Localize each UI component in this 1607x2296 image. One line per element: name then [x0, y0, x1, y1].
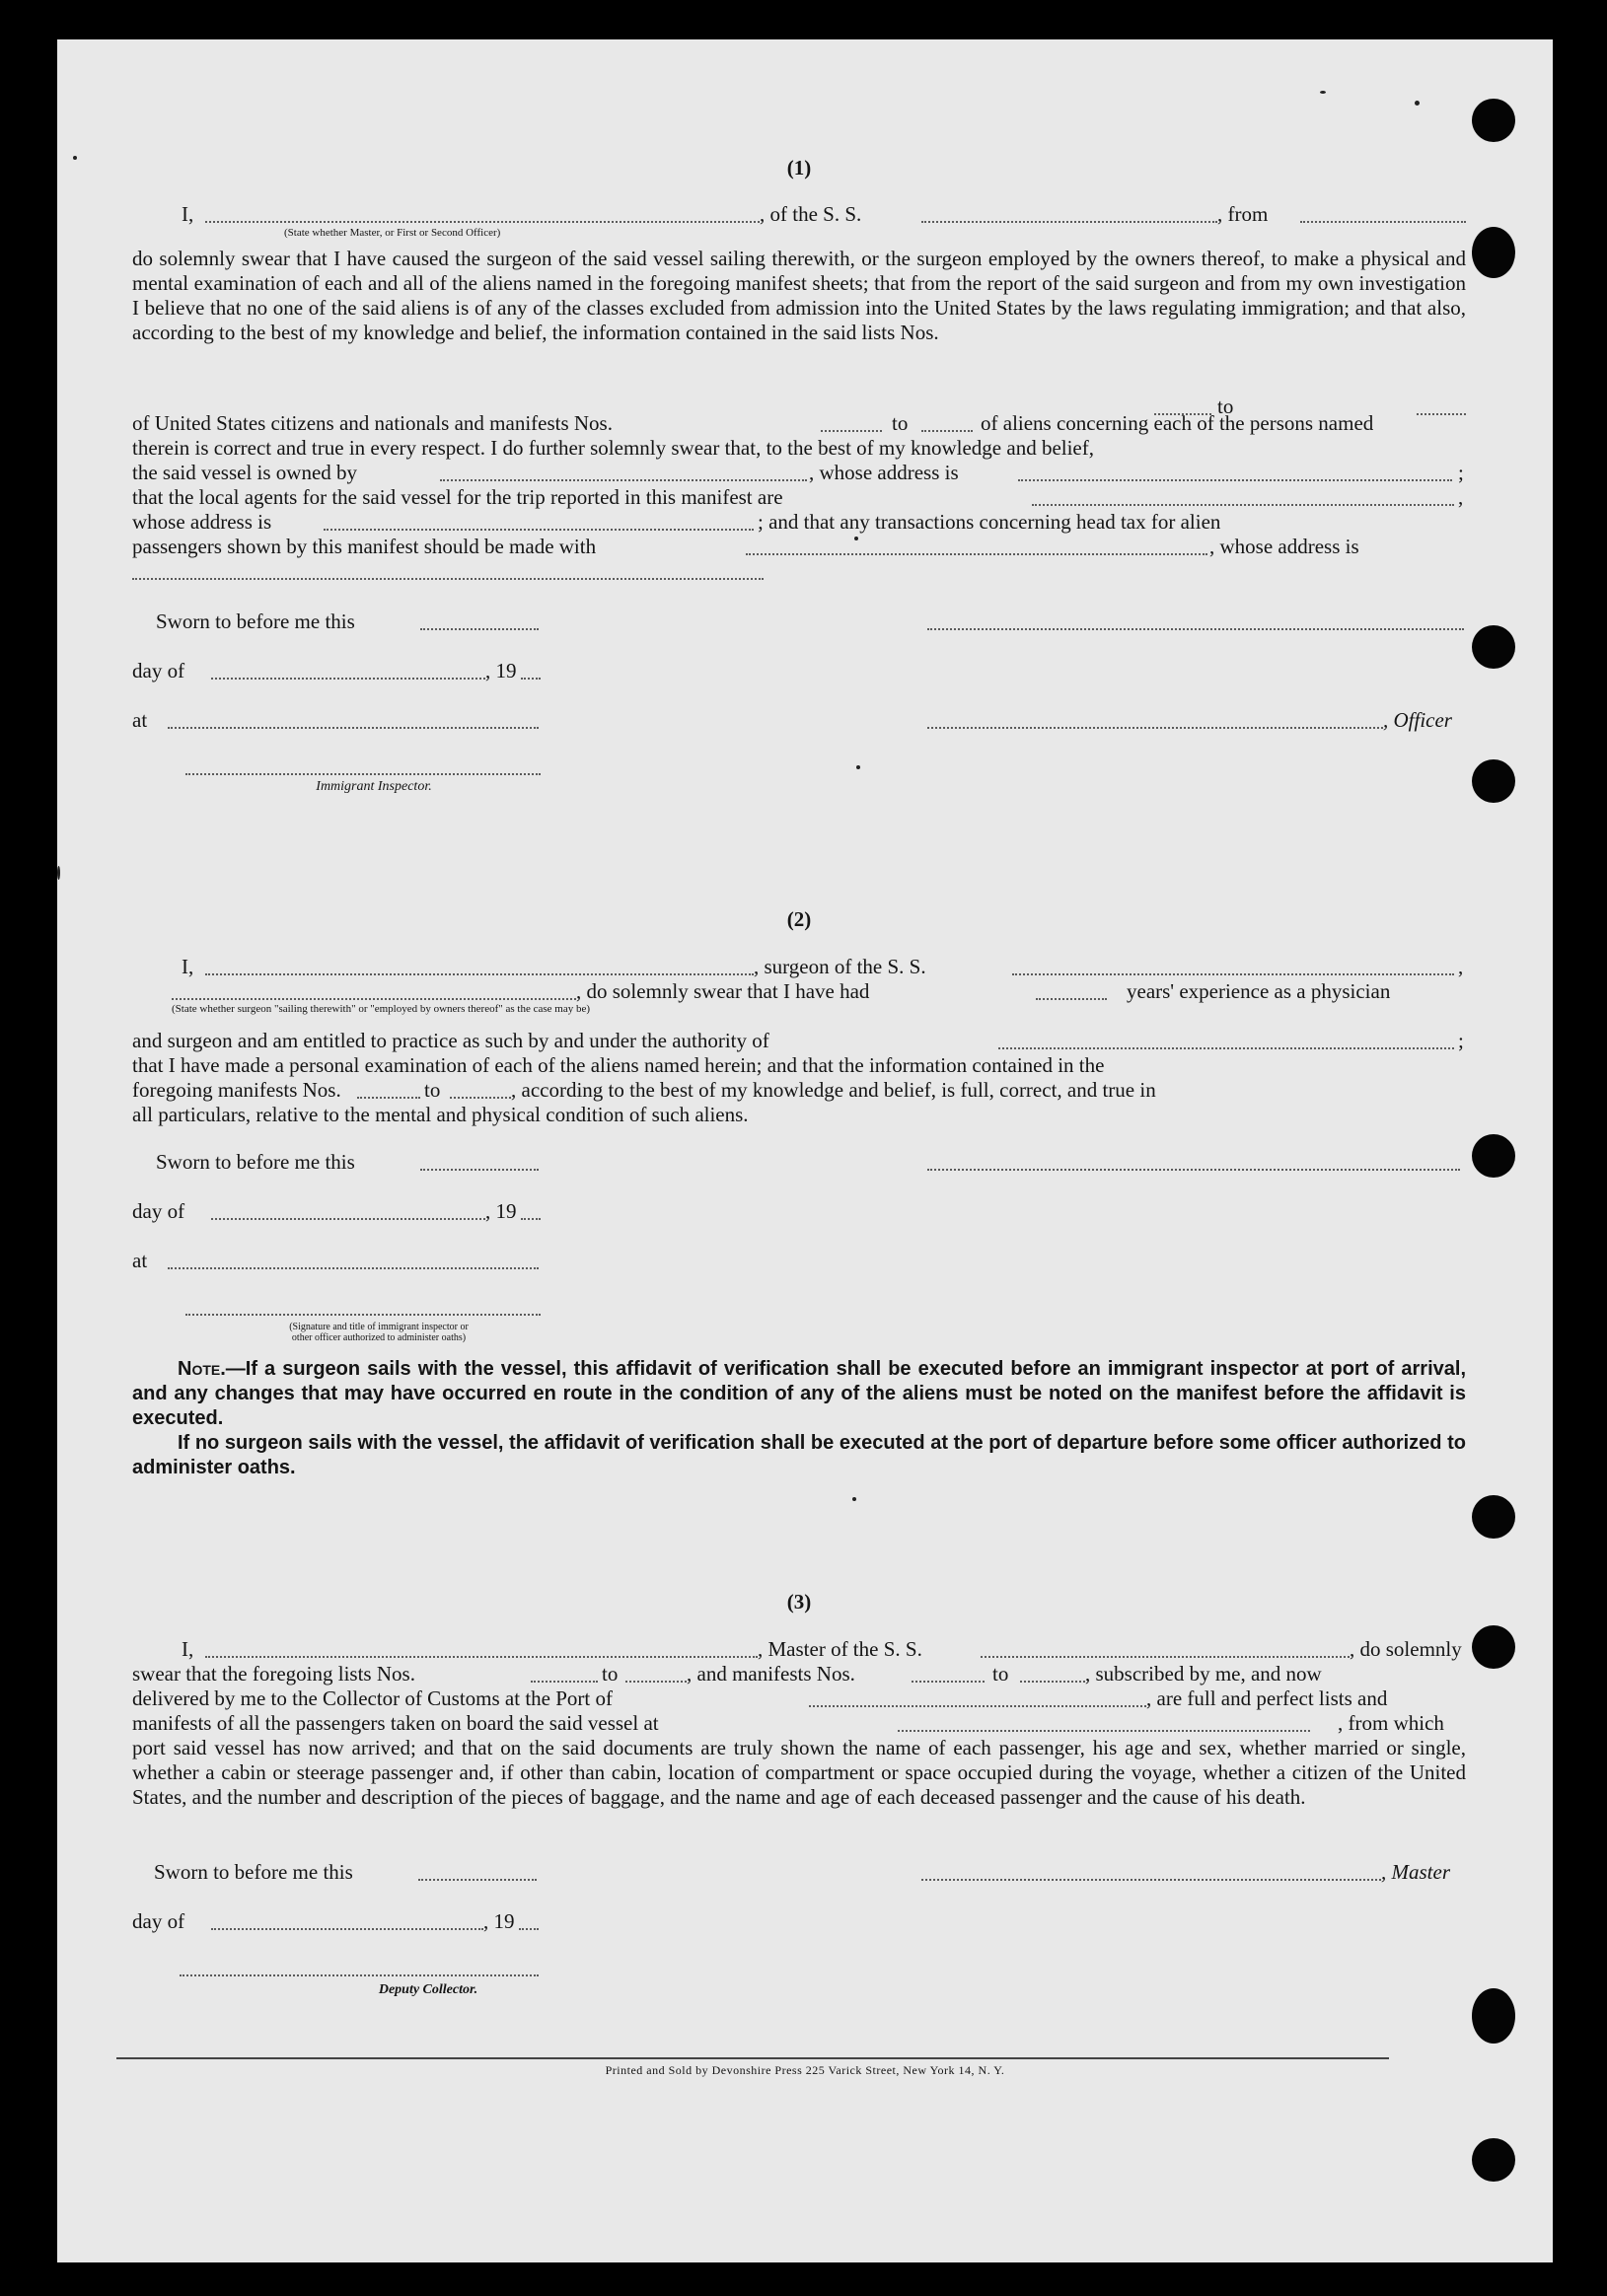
- section3-body: [132, 1736, 1466, 1810]
- years-experience-field[interactable]: [1036, 998, 1107, 1000]
- manifests-to-field[interactable]: [921, 430, 973, 432]
- form-page: [57, 39, 1553, 2262]
- label-us-citizens: of United States citizens and nationals and manifests Nos.: [132, 411, 613, 435]
- punch-hole: [1472, 1625, 1515, 1669]
- officer-title-field[interactable]: [927, 727, 1383, 729]
- label-and-manifests: , and manifests Nos.: [687, 1662, 855, 1686]
- punch-hole: [1472, 227, 1515, 278]
- sworn-date-field[interactable]: [420, 1169, 539, 1171]
- label-delivered: delivered by me to the Collector of Customs at the Port of: [132, 1686, 613, 1710]
- label-subscribed: , subscribed by me, and now: [1085, 1662, 1322, 1686]
- section1-body: [132, 247, 1466, 345]
- label-day-of: day of: [132, 1199, 185, 1223]
- master-signature-field[interactable]: [921, 1879, 1381, 1881]
- punch-hole: [1472, 759, 1515, 803]
- label-do-solemnly: , do solemnly: [1350, 1637, 1462, 1661]
- label-passengers: passengers shown by this manifest should be made with: [132, 535, 597, 558]
- label-whose-address: , whose address is: [1209, 535, 1359, 558]
- location-field[interactable]: [168, 727, 539, 729]
- label-years: years' experience as a physician: [1127, 979, 1391, 1003]
- label-sworn: Sworn to before me this: [156, 1150, 355, 1174]
- label-manifests-all: manifests of all the passengers taken on board the said vessel at: [132, 1711, 659, 1735]
- surgeon-name-field[interactable]: [205, 973, 754, 975]
- label-entitled: and surgeon and am entitled to practice as such by and under the authority of: [132, 1029, 769, 1052]
- authority-field[interactable]: [998, 1047, 1454, 1049]
- punch-hole: [1472, 2138, 1515, 2182]
- label-head-tax: ; and that any transactions concerning head tax for alien: [758, 510, 1221, 534]
- scan-speck: [1415, 101, 1420, 106]
- lists-to-field[interactable]: [625, 1681, 687, 1683]
- label-from: , from: [1217, 202, 1269, 226]
- label-immigrant-inspector: Immigrant Inspector.: [316, 779, 432, 794]
- scan-speck: [852, 1497, 856, 1501]
- location-field[interactable]: [168, 1267, 539, 1269]
- note-block: [132, 1357, 1466, 1480]
- lists-from-field[interactable]: [531, 1681, 598, 1683]
- sworn-date-field[interactable]: [418, 1879, 537, 1881]
- head-tax-agent-field[interactable]: [746, 553, 1207, 555]
- scan-speck: [73, 156, 77, 160]
- label-i: I,: [182, 1637, 194, 1661]
- label-to: to: [1217, 395, 1234, 418]
- surgeon-caption: (State whether surgeon "sailing therewith" or "employed by owners thereof" as the case may be): [172, 1003, 591, 1015]
- label-sworn: Sworn to before me this: [156, 610, 355, 633]
- manifests-from-field[interactable]: [912, 1681, 985, 1683]
- label-day-of: day of: [132, 659, 185, 682]
- section1-therein: [132, 436, 1466, 461]
- label-i: I,: [182, 202, 194, 226]
- semicolon: ;: [1458, 1029, 1464, 1052]
- surgeon-signature-field[interactable]: [927, 1169, 1460, 1171]
- owner-field[interactable]: [440, 479, 807, 481]
- punch-hole: [1472, 625, 1515, 669]
- year-field[interactable]: [521, 1218, 541, 1220]
- administering-officer-signature-field[interactable]: [185, 1314, 541, 1316]
- label-from-which: , from which: [1338, 1711, 1444, 1735]
- label-full-perfect: , are full and perfect lists and: [1146, 1686, 1388, 1710]
- section-number: (2): [786, 907, 812, 931]
- section-number: (1): [786, 156, 812, 179]
- label-of-ss: , of the S. S.: [760, 202, 862, 226]
- label-19: , 19: [483, 1909, 515, 1933]
- particulars-text: all particulars, relative to the mental and physical condition of such aliens.: [132, 1103, 749, 1126]
- agents-address-field[interactable]: [324, 529, 754, 531]
- label-at: at: [132, 1249, 148, 1272]
- semicolon: ;: [1458, 461, 1464, 484]
- label-foregoing: foregoing manifests Nos.: [132, 1078, 341, 1102]
- label-19: , 19: [485, 659, 517, 682]
- label-local-agents: that the local agents for the said vessel for the trip reported in this manifest are: [132, 485, 783, 509]
- signature-caption-line1: (Signature and title of immigrant inspector or: [289, 1322, 469, 1332]
- section2-body: [132, 1053, 1466, 1078]
- officer-name-field[interactable]: [205, 221, 760, 223]
- vessel-name-field[interactable]: [1012, 973, 1454, 975]
- punch-hole: [1472, 1988, 1515, 2044]
- label-officer: , Officer: [1383, 708, 1452, 732]
- embarkation-port-field[interactable]: [898, 1730, 1310, 1732]
- label-whose-address: whose address is: [132, 510, 272, 534]
- owner-address-field[interactable]: [1018, 479, 1452, 481]
- label-i: I,: [182, 955, 194, 978]
- inspector-signature-field[interactable]: [185, 773, 541, 775]
- section1-body-text: do solemnly swear that I have caused the surgeon of the said vessel sailing therewith, or the surgeon employed by the owners thereof, to make a physical and mental examination of each and all of the aliens named in the foregoing manifest sheets; that from the report of the said surgeon and from my own investigation I believe that no one of the said aliens is of any of the classes excluded from admission into the United States by the laws regulating immigration; and that also, according to the best of my knowledge and belief, the information contained in the said lists Nos.: [132, 247, 1466, 344]
- punch-hole: [1472, 99, 1515, 142]
- signature-caption: [211, 1322, 547, 1343]
- label-owned-by: the said vessel is owned by: [132, 461, 358, 484]
- label-whose-address: , whose address is: [809, 461, 959, 484]
- vessel-name-field[interactable]: [981, 1656, 1350, 1658]
- comma: ,: [1458, 485, 1464, 509]
- punch-hole: [1472, 1495, 1515, 1539]
- note-paragraph-1: —If a surgeon sails with the vessel, this affidavit of verification shall be executed before an immigrant inspector at port of arrival, and any changes that may have occurred en route in the condition of any of the aliens must be noted on the manifest before the affidavit is executed.: [132, 1358, 1466, 1429]
- label-to: to: [602, 1662, 619, 1686]
- label-master-of: , Master of the S. S.: [758, 1637, 922, 1661]
- label-to: to: [892, 411, 909, 435]
- from-port-field[interactable]: [1300, 221, 1466, 223]
- local-agents-field[interactable]: [1032, 504, 1454, 506]
- year-field[interactable]: [521, 678, 541, 680]
- comma: ,: [1458, 955, 1464, 978]
- scan-speck: [856, 765, 860, 769]
- printer-imprint: Printed and Sold by Devonshire Press 225 Varick Street, New York 14, N. Y.: [605, 2063, 1005, 2077]
- sworn-date-field[interactable]: [420, 628, 539, 630]
- port-field[interactable]: [809, 1705, 1146, 1707]
- note-label: Note.: [178, 1358, 226, 1380]
- manifests-to-field[interactable]: [1020, 1681, 1085, 1683]
- punch-hole: [1472, 1134, 1515, 1178]
- section-number: (3): [786, 1590, 812, 1614]
- label-to: to: [992, 1662, 1009, 1686]
- vessel-name-field[interactable]: [921, 221, 1217, 223]
- head-tax-address-field[interactable]: [132, 578, 764, 580]
- officer-caption: (State whether Master, or First or Second Officer): [284, 227, 501, 239]
- label-swear: , do solemnly swear that I have had: [576, 979, 870, 1003]
- label-according: , according to the best of my knowledge and belief, is full, correct, and true in: [511, 1078, 1156, 1102]
- label-at: at: [132, 708, 148, 732]
- label-to: to: [424, 1078, 441, 1102]
- label-sworn: Sworn to before me this: [154, 1860, 353, 1884]
- manifests-to-field[interactable]: [450, 1097, 511, 1099]
- section3-body-text: port said vessel has now arrived; and that on the said documents are truly shown the name of each passenger, his age and sex, whether married or single, whether a cabin or steerage passenger and, if other than cabin, location of compartment or space occupied during the voyage, whether a citizen of the United States, and the number and description of the pieces of baggage, and the name and age of each deceased passenger and the cause of his death.: [132, 1736, 1466, 1809]
- note-paragraph-2: If no surgeon sails with the vessel, the affidavit of verification shall be executed at the port of departure before some officer authorized to administer oaths.: [132, 1432, 1466, 1478]
- label-swear-lists: swear that the foregoing lists Nos.: [132, 1662, 415, 1686]
- month-field[interactable]: [211, 1928, 483, 1930]
- label-day-of: day of: [132, 1909, 185, 1933]
- surgeon-status-field[interactable]: [172, 998, 576, 1000]
- section2-body-text: that I have made a personal examination of each of the aliens named herein; and that the information contained in the: [132, 1053, 1105, 1077]
- month-field[interactable]: [211, 678, 485, 680]
- label-deputy-collector: Deputy Collector.: [378, 1982, 478, 1997]
- section2-particulars: [132, 1103, 1466, 1127]
- footer-rule: [116, 2057, 1389, 2059]
- month-field[interactable]: [211, 1218, 485, 1220]
- manifests-from-field[interactable]: [821, 430, 882, 432]
- signature-caption-line2: other officer authorized to administer oaths): [291, 1332, 467, 1343]
- officer-signature-field[interactable]: [927, 628, 1464, 630]
- scan-speck: [1320, 91, 1326, 94]
- lists-to-field[interactable]: [1417, 413, 1466, 415]
- scan-speck: [57, 866, 60, 880]
- label-master: , Master: [1381, 1860, 1450, 1884]
- scan-speck: [854, 537, 858, 540]
- master-name-field[interactable]: [205, 1656, 758, 1658]
- deputy-collector-signature-field[interactable]: [180, 1974, 539, 1976]
- year-field[interactable]: [519, 1928, 539, 1930]
- therein-text: therein is correct and true in every respect. I do further solemnly swear that, to the best of my knowledge and belief,: [132, 436, 1094, 460]
- label-surgeon-of: , surgeon of the S. S.: [754, 955, 926, 978]
- manifests-from-field[interactable]: [357, 1097, 420, 1099]
- label-19: , 19: [485, 1199, 517, 1223]
- label-of-aliens: of aliens concerning each of the persons named: [981, 411, 1374, 435]
